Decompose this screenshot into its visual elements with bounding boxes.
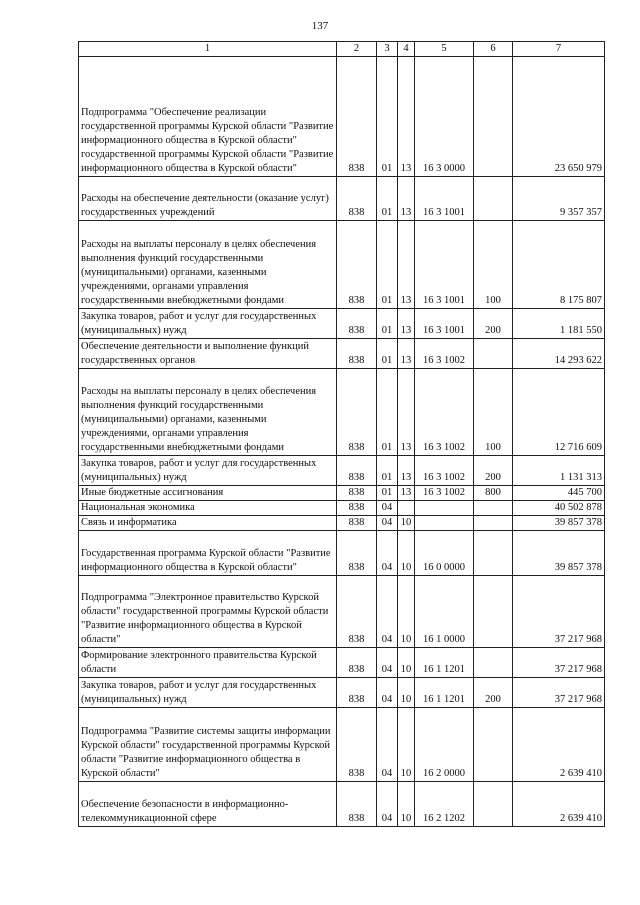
table-row [79,708,605,782]
cell-target-article: 16 1 0000 [415,576,474,648]
cell-ministry-code: 838 [337,576,377,648]
cell-target-article: 16 2 1202 [415,782,474,827]
cell-amount: 1 181 550 [513,309,605,339]
cell-section: 01 [377,369,398,456]
table-row [79,57,605,177]
cell-amount: 39 857 378 [513,531,605,576]
cell-section: 01 [377,486,398,501]
cell-amount: 12 716 609 [513,369,605,456]
column-header: 6 [474,42,513,57]
cell-expense-type [474,177,513,221]
table-row [79,576,605,648]
cell-subsection: 10 [398,648,415,678]
row-name: Иные бюджетные ассигнования [79,486,337,501]
cell-target-article: 16 3 1002 [415,486,474,501]
cell-subsection: 13 [398,456,415,486]
cell-expense-type: 100 [474,369,513,456]
cell-ministry-code: 838 [337,516,377,531]
cell-target-article [415,516,474,531]
cell-target-article: 16 0 0000 [415,531,474,576]
cell-target-article: 16 3 0000 [415,57,474,177]
cell-target-article: 16 2 0000 [415,708,474,782]
cell-section: 01 [377,177,398,221]
cell-amount: 37 217 968 [513,678,605,708]
row-name: Обеспечение безопасности в информационно-телекоммуникационной сфере [79,782,337,827]
cell-subsection: 10 [398,782,415,827]
cell-section: 01 [377,456,398,486]
table-row [79,678,605,708]
cell-ministry-code: 838 [337,309,377,339]
column-header: 5 [415,42,474,57]
cell-section: 01 [377,309,398,339]
cell-section: 04 [377,576,398,648]
cell-ministry-code: 838 [337,648,377,678]
cell-subsection: 10 [398,516,415,531]
cell-amount: 23 650 979 [513,57,605,177]
cell-subsection: 13 [398,309,415,339]
row-name: Закупка товаров, работ и услуг для государственных (муниципальных) нужд [79,678,337,708]
cell-expense-type [474,501,513,516]
row-name: Закупка товаров, работ и услуг для государственных (муниципальных) нужд [79,456,337,486]
cell-amount: 37 217 968 [513,576,605,648]
cell-amount: 9 357 357 [513,177,605,221]
cell-target-article: 16 3 1001 [415,177,474,221]
cell-amount: 39 857 378 [513,516,605,531]
cell-section: 04 [377,708,398,782]
row-name: Расходы на выплаты персоналу в целях обеспечения выполнения функций государственными (муниципальными) органами, казенными учреждениями, органами управления государственными внебюджетными фондами [79,221,337,309]
table-row [79,456,605,486]
cell-target-article: 16 3 1001 [415,309,474,339]
table-row [79,531,605,576]
row-name: Расходы на обеспечение деятельности (оказание услуг) государственных учреждений [79,177,337,221]
cell-expense-type [474,708,513,782]
cell-target-article: 16 1 1201 [415,678,474,708]
cell-expense-type [474,648,513,678]
cell-amount: 2 639 410 [513,782,605,827]
row-name: Обеспечение деятельности и выполнение функций государственных органов [79,339,337,369]
cell-subsection: 10 [398,678,415,708]
cell-ministry-code: 838 [337,531,377,576]
cell-section: 04 [377,648,398,678]
cell-ministry-code: 838 [337,369,377,456]
cell-amount: 1 131 313 [513,456,605,486]
cell-expense-type: 200 [474,456,513,486]
cell-subsection: 10 [398,531,415,576]
cell-subsection [398,501,415,516]
row-name: Формирование электронного правительства Курской области [79,648,337,678]
table-row [79,516,605,531]
row-name: Закупка товаров, работ и услуг для государственных (муниципальных) нужд [79,309,337,339]
page-number: 137 [311,20,329,32]
cell-expense-type [474,57,513,177]
column-header: 4 [398,42,415,57]
cell-expense-type [474,531,513,576]
column-header: 7 [513,42,605,57]
cell-subsection: 13 [398,339,415,369]
cell-subsection: 13 [398,221,415,309]
table-row [79,369,605,456]
cell-target-article: 16 3 1001 [415,221,474,309]
column-header: 1 [79,42,337,57]
column-header: 2 [337,42,377,57]
row-name: Расходы на выплаты персоналу в целях обеспечения выполнения функций государственными (муниципальными) органами, казенными учреждениями, органами управления государственными внебюджетными фондами [79,369,337,456]
cell-amount: 14 293 622 [513,339,605,369]
cell-subsection: 13 [398,369,415,456]
cell-expense-type: 200 [474,678,513,708]
row-name: Подпрограмма "Электронное правительство Курской области" государственной программы Курской области "Развитие информационного общества в Курской области" [79,576,337,648]
cell-ministry-code: 838 [337,339,377,369]
row-name: Национальная экономика [79,501,337,516]
cell-expense-type [474,782,513,827]
cell-ministry-code: 838 [337,456,377,486]
cell-target-article [415,501,474,516]
cell-subsection: 10 [398,576,415,648]
cell-amount: 2 639 410 [513,708,605,782]
cell-section: 04 [377,516,398,531]
cell-amount: 8 175 807 [513,221,605,309]
table-row [79,339,605,369]
cell-amount: 37 217 968 [513,648,605,678]
budget-table [78,41,605,827]
cell-expense-type: 100 [474,221,513,309]
cell-expense-type [474,516,513,531]
cell-subsection: 10 [398,708,415,782]
cell-ministry-code: 838 [337,486,377,501]
cell-ministry-code: 838 [337,221,377,309]
cell-target-article: 16 1 1201 [415,648,474,678]
cell-expense-type [474,339,513,369]
table-row [79,501,605,516]
cell-ministry-code: 838 [337,782,377,827]
cell-target-article: 16 3 1002 [415,339,474,369]
header-row [79,42,605,57]
row-name: Связь и информатика [79,516,337,531]
table-row [79,486,605,501]
cell-amount: 445 700 [513,486,605,501]
cell-section: 04 [377,782,398,827]
cell-expense-type: 800 [474,486,513,501]
cell-section: 04 [377,531,398,576]
row-name: Подпрограмма "Обеспечение реализации государственной программы Курской области "Развитие информационного общества в Курской области" государственной программы Курской области "Развитие информационного общества в Курской области" [79,57,337,177]
cell-section: 04 [377,501,398,516]
cell-target-article: 16 3 1002 [415,369,474,456]
cell-ministry-code: 838 [337,57,377,177]
cell-ministry-code: 838 [337,177,377,221]
cell-expense-type [474,576,513,648]
cell-section: 01 [377,221,398,309]
cell-subsection: 13 [398,57,415,177]
cell-subsection: 13 [398,177,415,221]
row-name: Государственная программа Курской области "Развитие информационного общества в Курской области" [79,531,337,576]
cell-section: 04 [377,678,398,708]
column-header: 3 [377,42,398,57]
table-row [79,221,605,309]
cell-subsection: 13 [398,486,415,501]
cell-amount: 40 502 878 [513,501,605,516]
cell-expense-type: 200 [474,309,513,339]
cell-section: 01 [377,339,398,369]
table-row [79,782,605,827]
cell-ministry-code: 838 [337,708,377,782]
table-row [79,177,605,221]
cell-target-article: 16 3 1002 [415,456,474,486]
table-row [79,648,605,678]
table-row [79,309,605,339]
cell-ministry-code: 838 [337,501,377,516]
cell-ministry-code: 838 [337,678,377,708]
cell-section: 01 [377,57,398,177]
row-name: Подпрограмма "Развитие системы защиты информации Курской области" государственной программы Курской области "Развитие информационного общества в Курской области" [79,708,337,782]
